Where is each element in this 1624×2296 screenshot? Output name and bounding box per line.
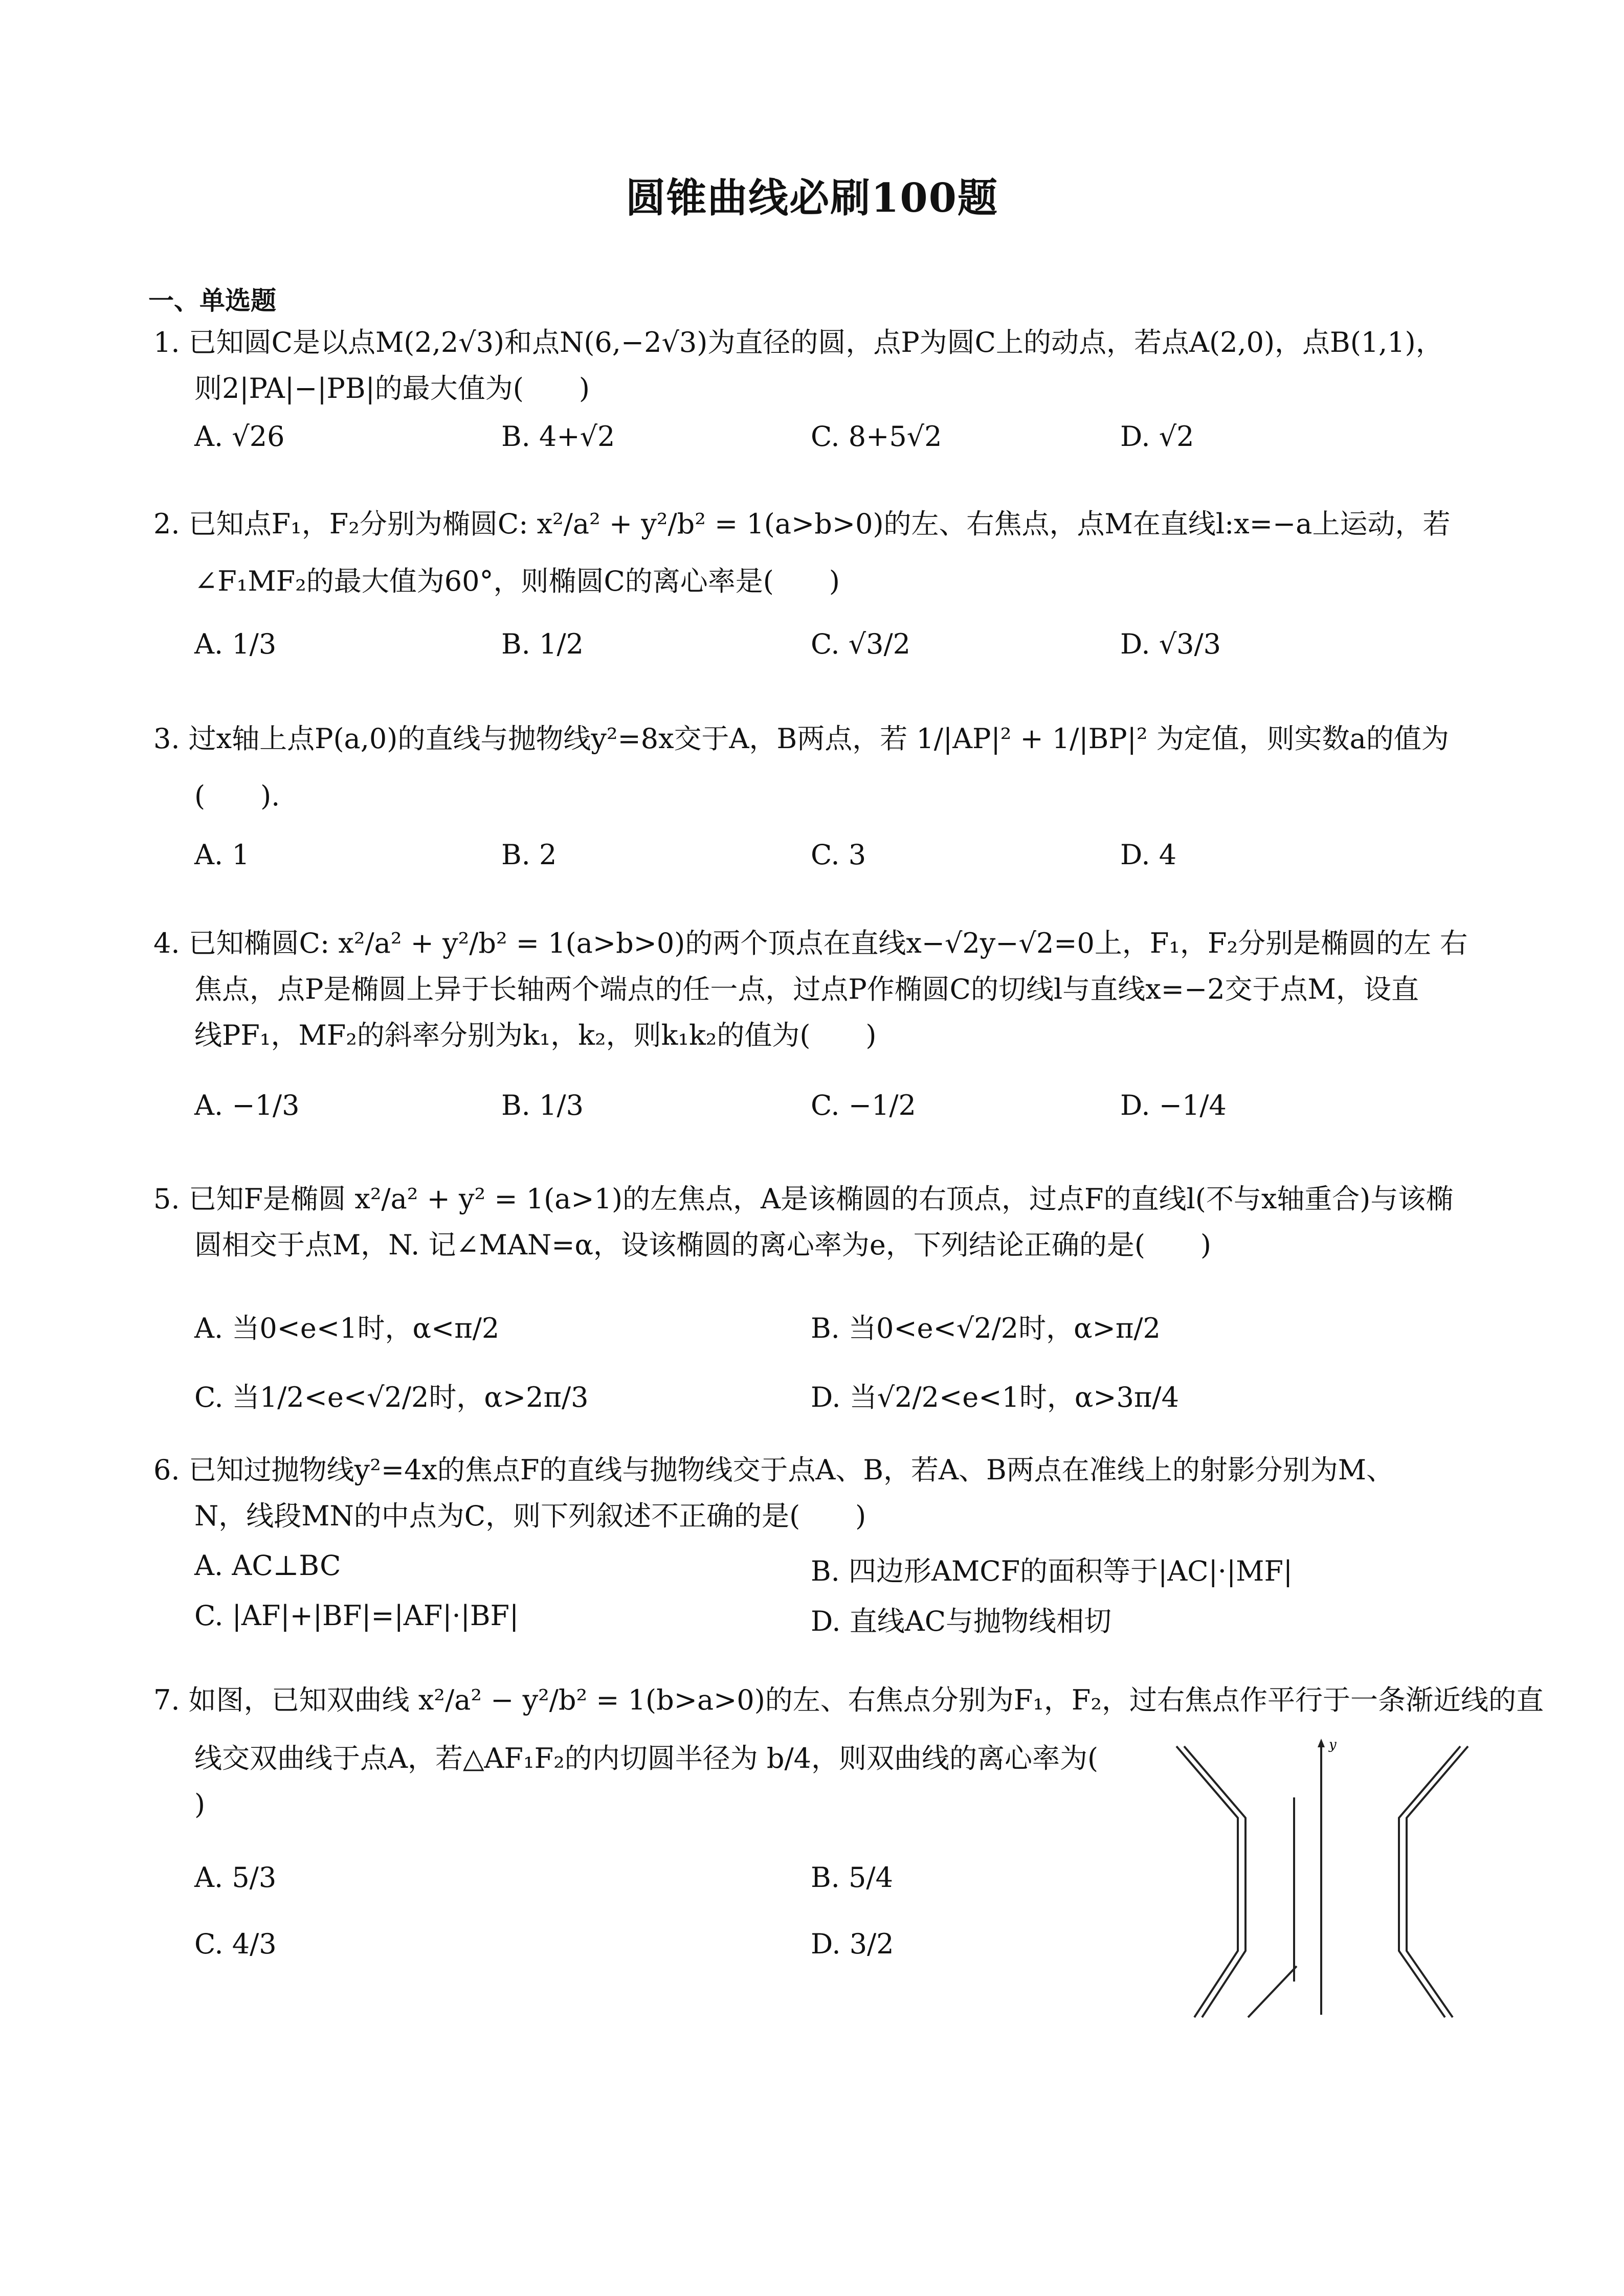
- option-a: A. 当0<e<1时，α<π/2: [194, 1312, 500, 1344]
- option-c: C. 4/3: [194, 1928, 277, 1960]
- option-d: D. 直线AC与抛物线相切: [811, 1605, 1112, 1637]
- option-d: D. √3/3: [1120, 628, 1221, 660]
- question-text-line: N，线段MN的中点为C，则下列叙述不正确的是( ): [194, 1500, 866, 1532]
- option-c: C. |AF|+|BF|=|AF|·|BF|: [194, 1600, 519, 1632]
- option-c: C. 3: [811, 839, 866, 871]
- question-6: [153, 1447, 1496, 1539]
- question-text-line: 圆相交于点M，N. 记∠MAN=α，设该椭圆的离心率为e，下列结论正确的是( ): [194, 1229, 1212, 1261]
- figure-lines: [1176, 1746, 1468, 2017]
- question-text-line: 5. 已知F是椭圆 x²/a² + y² = 1(a>1)的左焦点，A是该椭圆的右顶点，过点F的直线l(不与x轴重合)与该椭: [153, 1183, 1454, 1215]
- asymptote-line: [1248, 1966, 1297, 2017]
- question-text-line: ): [194, 1788, 206, 1820]
- option-c: C. 8+5√2: [811, 420, 942, 453]
- section-heading: 一、单选题: [148, 285, 276, 316]
- question-2: [153, 501, 1496, 604]
- y-axis-label: y: [1329, 1737, 1337, 1752]
- question-1: [153, 320, 1496, 412]
- option-a: A. −1/3: [194, 1089, 300, 1121]
- option-b: B. 4+√2: [501, 420, 615, 453]
- page-title: 圆锥曲线必刷100题: [626, 175, 998, 221]
- option-d: D. 3/2: [811, 1928, 894, 1960]
- question-text-line: 7. 如图，已知双曲线 x²/a² − y²/b² = 1(b>a>0)的左、右焦点分别为F₁，F₂，过右焦点作平行于一条渐近线的直: [153, 1684, 1544, 1716]
- question-3: [153, 716, 1496, 819]
- hyperbola-figure: [1166, 1736, 1494, 2022]
- question-text-line: ∠F₁MF₂的最大值为60°，则椭圆C的离心率是( ): [194, 565, 840, 597]
- question-text-line: 2. 已知点F₁，F₂分别为椭圆C: x²/a² + y²/b² = 1(a>b>0)的左、右焦点，点M在直线l:x=−a上运动，若: [153, 508, 1451, 540]
- option-b: B. 1/3: [501, 1089, 584, 1121]
- option-c: C. 当1/2<e<√2/2时，α>2π/3: [194, 1381, 589, 1413]
- option-c: C. √3/2: [811, 628, 911, 660]
- question-text-line: ( ).: [194, 780, 280, 812]
- question-text-line: 1. 已知圆C是以点M(2,2√3)和点N(6,−2√3)为直径的圆，点P为圆C上的动点，若点A(2,0)，点B(1,1)，: [153, 326, 1443, 358]
- question-text-line: 则2|PA|−|PB|的最大值为( ): [194, 372, 590, 404]
- option-a: A. AC⊥BC: [194, 1549, 341, 1582]
- option-a: A. 1: [194, 839, 250, 871]
- option-d: D. √2: [1120, 420, 1194, 453]
- option-d: D. −1/4: [1120, 1089, 1227, 1121]
- question-text-line: 3. 过x轴上点P(a,0)的直线与抛物线y²=8x交于A，B两点，若 1/|AP|² + 1/|BP|² 为定值，则实数a的值为: [153, 723, 1449, 755]
- question-text-line: 线PF₁，MF₂的斜率分别为k₁，k₂，则k₁k₂的值为( ): [194, 1019, 877, 1051]
- question-text-line: 线交双曲线于点A，若△AF₁F₂的内切圆半径为 b/4，则双曲线的离心率为(: [194, 1742, 1099, 1774]
- option-a: A. 5/3: [194, 1861, 277, 1894]
- option-b: B. 5/4: [811, 1861, 893, 1894]
- question-text-line: 4. 已知椭圆C: x²/a² + y²/b² = 1(a>b>0)的两个顶点在直线x−√2y−√2=0上，F₁，F₂分别是椭圆的左 右: [153, 927, 1468, 959]
- question-text-line: 6. 已知过抛物线y²=4x的焦点F的直线与抛物线交于点A、B，若A、B两点在准线上的射影分别为M、: [153, 1454, 1394, 1486]
- option-b: B. 当0<e<√2/2时，α>π/2: [811, 1312, 1161, 1344]
- y-axis-arrow-icon: [1318, 1739, 1325, 1747]
- option-b: B. 2: [501, 839, 557, 871]
- option-a: A. 1/3: [194, 628, 277, 660]
- question-4: [153, 920, 1496, 1059]
- option-a: A. √26: [194, 420, 285, 453]
- question-5: [153, 1176, 1496, 1268]
- left-branch-inner: [1184, 1746, 1245, 2017]
- option-b: B. 1/2: [501, 628, 584, 660]
- option-d: D. 当√2/2<e<1时，α>3π/4: [811, 1381, 1179, 1413]
- question-text-line: 焦点，点P是椭圆上异于长轴两个端点的任一点，过点P作椭圆C的切线l与直线x=−2交于点M，设直: [194, 973, 1419, 1005]
- right-branch-inner: [1399, 1746, 1460, 2017]
- option-d: D. 4: [1120, 839, 1177, 871]
- option-c: C. −1/2: [811, 1089, 916, 1121]
- option-b: B. 四边形AMCF的面积等于|AC|·|MF|: [811, 1555, 1293, 1587]
